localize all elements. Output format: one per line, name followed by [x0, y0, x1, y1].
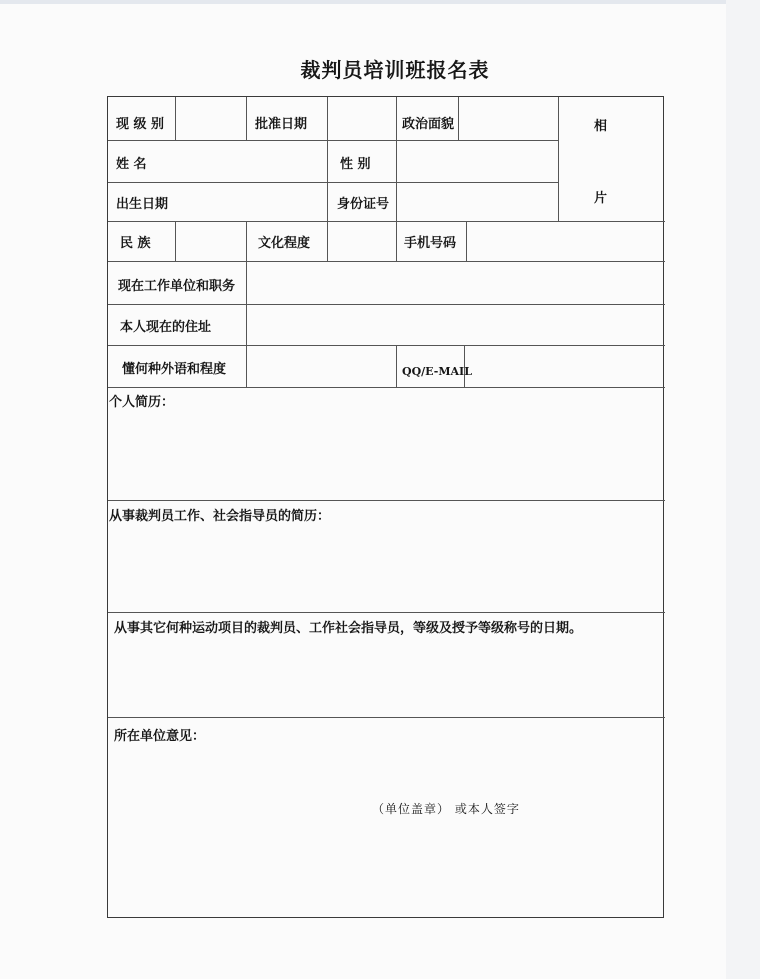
col-line-a2 — [175, 221, 176, 261]
label-qq-email: QQ/E-MAIL — [402, 365, 472, 378]
row-line-5 — [108, 304, 665, 305]
section-other-sports: 从事其它何种运动项目的裁判员、工作社会指导员，等级及授予等级称号的日期。 — [114, 621, 583, 636]
col-line-f1 — [466, 221, 467, 261]
row-line-7 — [108, 387, 665, 388]
col-line-a1 — [175, 97, 176, 140]
col-line-e — [458, 97, 459, 140]
section-referee-history: 从事裁判员工作、社会指导员的简历： — [109, 509, 331, 524]
form-title: 裁判员培训班报名表 — [300, 58, 490, 82]
top-edge — [0, 0, 760, 4]
col-line-c — [327, 97, 328, 261]
row-line-2 — [108, 182, 558, 183]
label-current-level: 现 级 别 — [116, 117, 165, 132]
col-line-d1 — [396, 97, 397, 261]
row-line-10 — [108, 717, 665, 718]
col-line-b1 — [246, 97, 247, 140]
section-unit-opinion: 所在单位意见： — [114, 729, 206, 744]
label-languages: 懂何种外语和程度 — [122, 362, 227, 377]
label-name: 姓 名 — [116, 157, 147, 172]
label-birth-date: 出生日期 — [116, 197, 169, 212]
label-political-status: 政治面貌 — [402, 117, 455, 132]
label-workplace: 现在工作单位和职务 — [118, 279, 236, 294]
label-gender: 性 别 — [340, 157, 371, 172]
label-photo-top: 相 — [594, 119, 608, 134]
label-ethnicity: 民 族 — [120, 236, 151, 251]
label-mobile: 手机号码 — [404, 236, 457, 251]
row-line-8 — [108, 500, 665, 501]
registration-form-table — [107, 96, 664, 918]
label-id-number: 身份证号 — [337, 197, 390, 212]
row-line-4 — [108, 261, 665, 262]
label-approval-date: 批准日期 — [255, 117, 308, 132]
label-photo-bottom: 片 — [594, 191, 608, 206]
right-edge — [726, 0, 760, 979]
row-line-1 — [108, 140, 558, 141]
label-education: 文化程度 — [258, 236, 311, 251]
col-line-d2 — [396, 345, 397, 387]
photo-column-line — [558, 97, 559, 221]
label-address: 本人现在的住址 — [120, 320, 212, 335]
row-line-3 — [108, 221, 665, 222]
col-line-b2 — [246, 221, 247, 387]
section-resume: 个人简历： — [109, 395, 175, 410]
row-line-9 — [108, 612, 665, 613]
row-line-6 — [108, 345, 665, 346]
signature-note: （单位盖章） 或本人签字 — [372, 802, 520, 816]
